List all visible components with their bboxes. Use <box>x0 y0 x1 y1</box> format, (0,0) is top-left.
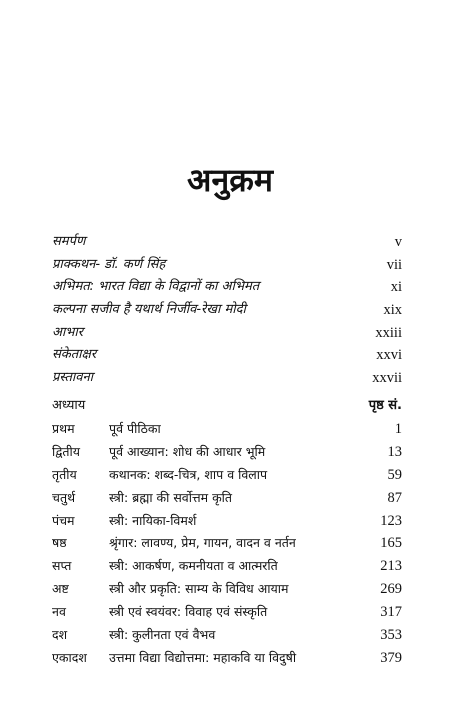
chapter-page: 317 <box>380 604 402 621</box>
chapter-number: सप्त <box>52 558 72 574</box>
front-matter-page: v <box>394 234 402 250</box>
chapter-row <box>52 464 402 487</box>
front-matter-label: समर्पण <box>52 234 86 249</box>
chapter-list <box>52 394 402 670</box>
chapter-row <box>52 532 402 555</box>
chapter-title: स्त्री: आकर्षण, कमनीयता व आत्मरति <box>109 558 278 574</box>
front-matter-item <box>52 254 402 277</box>
front-matter-item <box>52 299 402 322</box>
chapter-title: कथानक: शब्द-चित्र, शाप व विलाप <box>109 466 268 482</box>
chapter-title: स्त्री: कुलीनता एवं वैभव <box>109 627 216 643</box>
front-matter-page: xxiii <box>375 324 402 341</box>
chapter-title: पूर्व आख्यान: शोध की आधार भूमि <box>109 443 266 459</box>
front-matter-page: xxvi <box>376 347 402 364</box>
chapter-number: पंचम <box>52 512 75 528</box>
chapter-number: प्रथम <box>52 421 75 436</box>
chapter-column-heading: अध्याय <box>52 398 86 413</box>
front-matter-page: vii <box>386 256 402 273</box>
chapter-row <box>52 441 402 464</box>
chapter-page: 1 <box>394 421 402 437</box>
chapter-title: स्त्री: ब्रह्मा की सर्वोत्तम कृति <box>109 489 233 505</box>
chapter-number: षष्ठ <box>52 535 67 551</box>
front-matter-label: कल्पना सजीव है यथार्थ निर्जीव-रेखा मोदी <box>52 302 246 318</box>
chapter-list-header <box>52 394 402 418</box>
front-matter-label: प्राक्कथन- डॉ. कर्ण सिंह <box>52 256 166 272</box>
chapter-row <box>52 578 402 601</box>
chapter-number: नव <box>52 604 66 620</box>
chapter-title: स्त्री एवं स्वयंवर: विवाह एवं संस्कृति <box>109 604 268 620</box>
chapter-number: अष्ट <box>52 581 69 597</box>
chapter-row <box>52 624 402 647</box>
chapter-row <box>52 510 402 533</box>
chapter-row <box>52 647 402 670</box>
chapter-page: 269 <box>380 581 402 598</box>
front-matter-page: xxvii <box>372 370 402 387</box>
chapter-title: पूर्व पीठिका <box>109 421 161 436</box>
front-matter-item <box>52 322 402 345</box>
chapter-title: स्त्री और प्रकृति: साम्य के विविध आयाम <box>109 581 289 597</box>
front-matter-page: xi <box>390 279 402 296</box>
page-number-column-heading: पृष्ठ सं. <box>368 398 402 413</box>
front-matter-page: xix <box>383 302 402 319</box>
front-matter-label: अभिमत: भारत विद्या के विद्वानों का अभिमत <box>52 279 260 295</box>
chapter-page: 87 <box>387 489 402 506</box>
chapter-page: 165 <box>380 535 402 552</box>
chapter-row <box>52 555 402 578</box>
chapter-row <box>52 601 402 624</box>
front-matter-list <box>52 231 402 390</box>
chapter-page: 213 <box>380 558 402 575</box>
chapter-page: 13 <box>387 443 402 460</box>
front-matter-item <box>52 231 402 254</box>
front-matter-item <box>52 276 402 299</box>
chapter-number: द्वितीय <box>52 443 81 459</box>
front-matter-item <box>52 367 402 390</box>
chapter-number: चतुर्थ <box>52 489 76 505</box>
chapter-row <box>52 418 402 441</box>
chapter-page: 123 <box>380 512 402 529</box>
page-title: अनुक्रम <box>187 161 273 199</box>
front-matter-label: संकेताक्षर <box>52 347 97 363</box>
chapter-title: उत्तमा विद्या विद्योत्तमा: महाकवि या विदुषी <box>109 649 297 665</box>
chapter-page: 379 <box>380 649 402 666</box>
chapter-number: तृतीय <box>52 466 77 482</box>
chapter-number: एकादश <box>52 649 87 665</box>
front-matter-item <box>52 344 402 367</box>
front-matter-label: आभार <box>52 324 84 340</box>
chapter-row <box>52 487 402 510</box>
chapter-number: दश <box>52 627 68 643</box>
chapter-title: श्रृंगार: लावण्य, प्रेम, गायन, वादन व नर्तन <box>109 535 296 551</box>
chapter-title: स्त्री: नायिका-विमर्श <box>109 512 197 528</box>
front-matter-label: प्रस्तावना <box>52 370 94 386</box>
chapter-page: 59 <box>387 466 402 483</box>
chapter-page: 353 <box>380 627 402 644</box>
